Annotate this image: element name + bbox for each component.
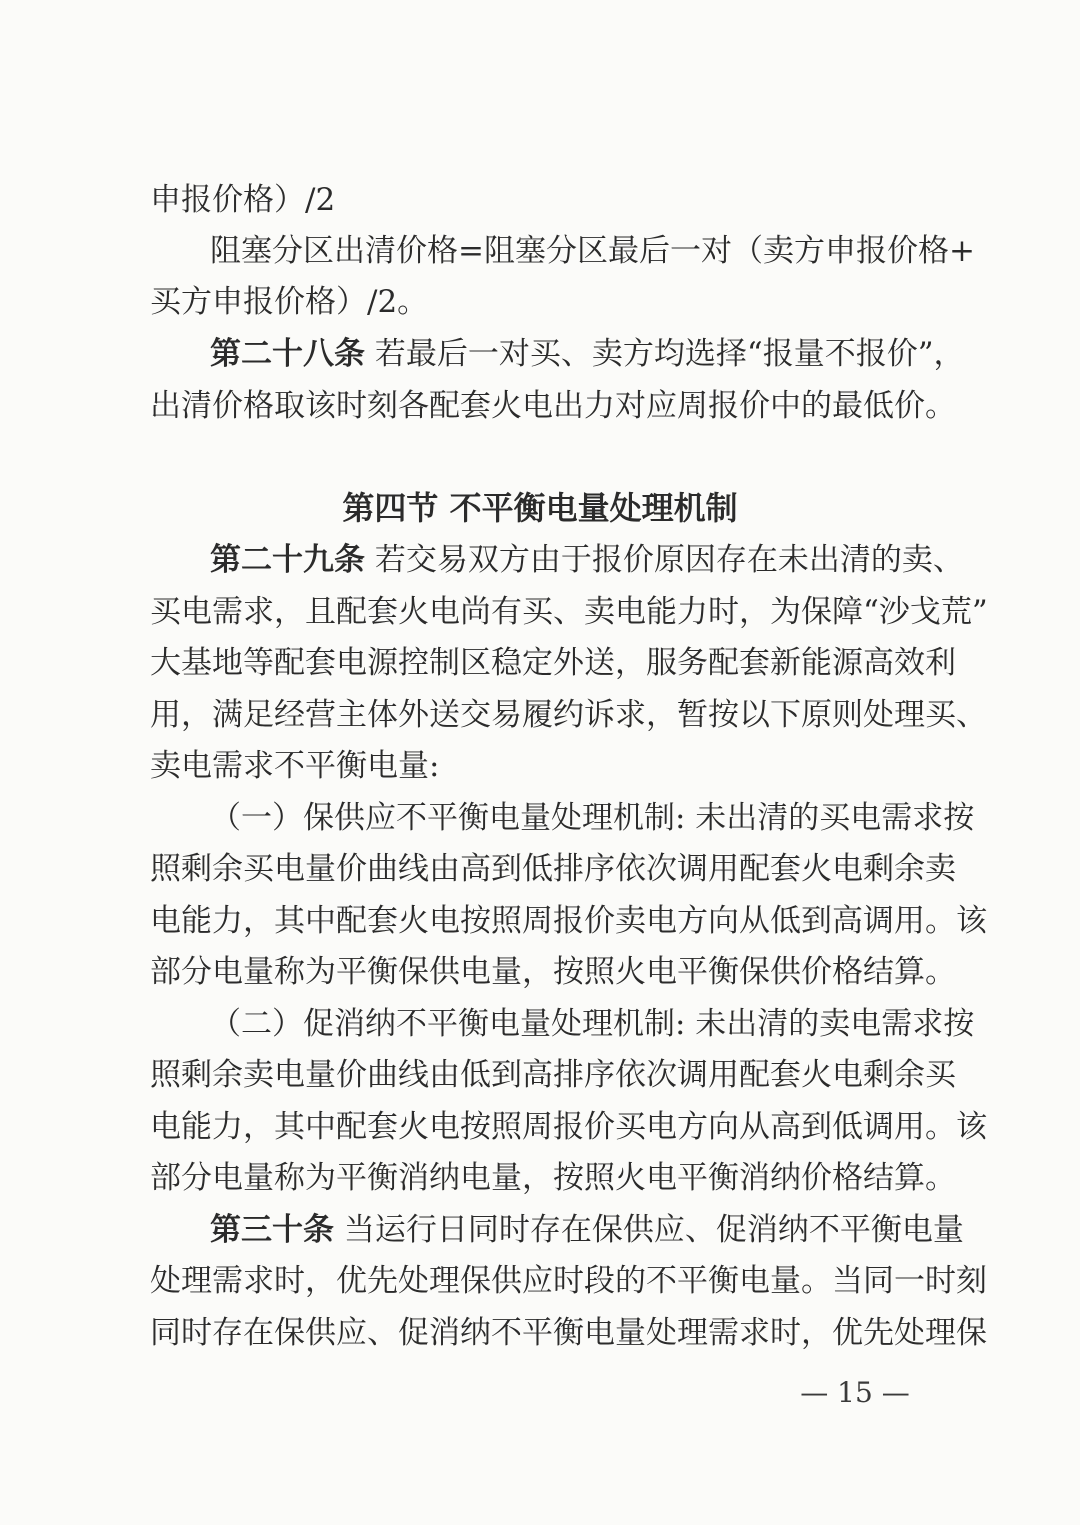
article-29-line <box>210 540 964 580</box>
text-line: 出清价格取该时刻各配套火电出力对应周报价中的最低价。 <box>150 388 956 424</box>
text-line: 申报价格）/2 <box>150 182 336 218</box>
article-28-heading: 第二十八条 <box>210 336 365 372</box>
article-30-text: 当运行日同时存在保供应、促消纳不平衡电量 <box>343 1212 964 1248</box>
text-line: 照剩余卖电量价曲线由低到高排序依次调用配套火电剩余买 <box>150 1057 956 1093</box>
text-line: （一）保供应不平衡电量处理机制: 未出清的买电需求按 <box>210 800 975 836</box>
article-30-line <box>210 1210 964 1250</box>
article-30-heading: 第三十条 <box>210 1212 334 1248</box>
section-heading: 第四节 不平衡电量处理机制 <box>342 489 738 527</box>
text-line: 部分电量称为平衡保供电量，按照火电平衡保供价格结算。 <box>150 954 956 990</box>
text-line: 处理需求时，优先处理保供应时段的不平衡电量。当同一时刻 <box>150 1263 987 1299</box>
article-29-heading: 第二十九条 <box>210 542 365 578</box>
text-line: 电能力，其中配套火电按照周报价买电方向从高到低调用。该 <box>150 1109 987 1145</box>
text-line: 买电需求，且配套火电尚有买、卖电能力时，为保障“沙戈荒” <box>150 594 988 630</box>
text-line: 同时存在保供应、促消纳不平衡电量处理需求时，优先处理保 <box>150 1315 987 1351</box>
article-28-line <box>210 334 965 374</box>
text-line: 阻塞分区出清价格=阻塞分区最后一对（卖方申报价格+ <box>210 233 975 269</box>
page-number: — 15 — <box>800 1376 910 1409</box>
text-line: 用，满足经营主体外送交易履约诉求，暂按以下原则处理买、 <box>150 697 987 733</box>
article-29-text: 若交易双方由于报价原因存在未出清的卖、 <box>374 542 964 578</box>
article-28-text: 若最后一对买、卖方均选择“报量不报价”， <box>374 336 965 372</box>
text-line: 买方申报价格）/2。 <box>150 284 429 320</box>
text-line: 电能力，其中配套火电按照周报价卖电方向从低到高调用。该 <box>150 903 987 939</box>
text-line: （二）促消纳不平衡电量处理机制: 未出清的卖电需求按 <box>210 1006 975 1042</box>
text-line: 照剩余买电量价曲线由高到低排序依次调用配套火电剩余卖 <box>150 851 956 887</box>
text-line: 部分电量称为平衡消纳电量，按照火电平衡消纳价格结算。 <box>150 1160 956 1196</box>
text-line: 大基地等配套电源控制区稳定外送，服务配套新能源高效利 <box>150 645 956 681</box>
text-line: 卖电需求不平衡电量: <box>150 748 440 784</box>
